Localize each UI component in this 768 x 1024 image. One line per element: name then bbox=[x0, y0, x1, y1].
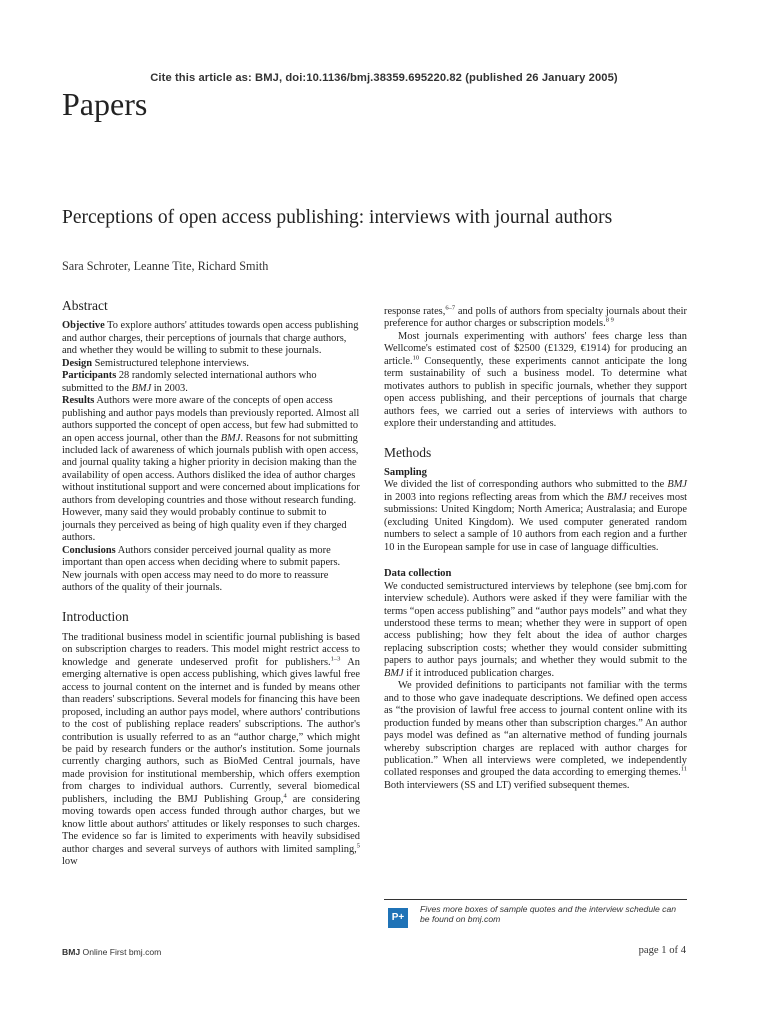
web-extra-text: Fives more boxes of sample quotes and the interview schedule can be found on bmj.com bbox=[420, 904, 677, 925]
web-extra-icon: P+ bbox=[388, 908, 408, 928]
journal-name: BMJ bbox=[220, 432, 241, 444]
left-column bbox=[62, 300, 360, 868]
results-label: Results bbox=[62, 395, 95, 407]
methods-text: in 2003 into regions reflecting areas from which the bbox=[384, 491, 607, 503]
intro-continued-paragraph bbox=[384, 306, 687, 331]
footer-online-first: Online First bmj.com bbox=[80, 947, 162, 957]
conclusions-text: Authors consider perceived journal quality as more important than open access when deciding where to submit papers. New journals with open access may need to do more to reassure authors of the quality of their journals. bbox=[62, 544, 341, 593]
intro-text: response rates, bbox=[384, 306, 446, 317]
conclusions-label: Conclusions bbox=[62, 544, 116, 556]
intro-text: Consequently, these experiments cannot anticipate the long term sustainability of such a business model. To determine what motivates authors to publish in specific journals, whether they support open access publishing, and their perceptions of journals that charge authors fees, we carried out a series of interviews with authors to explore their understanding and attitudes. bbox=[384, 355, 687, 430]
methods-text: Both interviewers (SS and LT) verified subsequent themes. bbox=[384, 779, 630, 791]
journal-name: BMJ bbox=[667, 479, 687, 491]
intro-text: An emerging alternative is open access publishing, which gives lawful free access to journal content on the internet and is funded by means other than readers' subscriptions. Several models for financing this have been proposed, including an author pays model, where authors' contributions to the cost of publishing replace readers' subscriptions. The author's contribution is usually referred to as an “author charge,” which might be paid by research funders or the author's institution. Some journals currently charging authors, such as BioMed Central journals, have made provision for institutional membership, which offers exemption from charges to individual authors. Currently, several biomedical publishers, including the BMJ Publishing Group, bbox=[62, 656, 360, 805]
section-label: Papers bbox=[62, 86, 148, 122]
web-extra-note bbox=[384, 899, 687, 924]
participants-text: 28 randomly selected international authors who submitted to the bbox=[62, 370, 317, 394]
objective-text: To explore authors' attitudes towards open access publishing and author charges, their perceptions of journals that charge authors, and whether they would be willing to submit to these journals. bbox=[62, 320, 359, 357]
data-collection-heading: Data collection bbox=[384, 568, 452, 580]
intro-text: Most journals experimenting with authors' fees charge less than Wellcome's estimated cost of $2500 (£1329, €1914) for producing an article. bbox=[384, 330, 687, 367]
reference-marker: 11 bbox=[680, 765, 687, 773]
sampling-heading: Sampling bbox=[384, 466, 427, 478]
abstract-objective bbox=[62, 320, 360, 357]
reference-marker: 4 bbox=[283, 792, 287, 800]
definitions-paragraph bbox=[384, 680, 687, 792]
intro-paragraph-2 bbox=[384, 331, 687, 431]
reference-marker: 6–7 bbox=[445, 304, 456, 312]
methods-text: receives most submissions: United Kingdom; North America; Australasia; and Europe (excluding United Kingdom). We used computer generated random numbers to select a sample of 10 authors from each region and a further 10 in the European sample for use in case of language difficulties. bbox=[384, 491, 687, 553]
citation-line: Cite this article as: BMJ, doi:10.1136/bmj.38359.695220.82 (published 26 January 2005) bbox=[150, 72, 618, 84]
methods-heading: Methods bbox=[384, 444, 432, 460]
abstract-design bbox=[62, 358, 360, 370]
reference-marker: 10 bbox=[412, 354, 420, 362]
design-text: Semistructured telephone interviews. bbox=[92, 357, 250, 369]
results-text: Authors were more aware of the concepts of open access publishing and author pays models than previously reported. Almost all authors supported the concept of open access, but few had submitted to an open access journal, other than the bbox=[62, 395, 360, 444]
reference-marker: 1–3 bbox=[330, 655, 341, 663]
introduction-heading: Introduction bbox=[62, 609, 129, 625]
intro-text: The traditional business model in scientific journal publishing is based on subscription charges to readers. This model might restrict access to knowledge and generate undeserved profit for publishers. bbox=[62, 631, 360, 668]
participants-text-end: in 2003. bbox=[151, 382, 188, 394]
methods-text: if it introduced publication charges. bbox=[403, 667, 555, 679]
reference-marker: 8 9 bbox=[605, 316, 614, 324]
sampling-paragraph bbox=[384, 479, 687, 554]
introduction-paragraph bbox=[62, 632, 360, 869]
abstract-heading: Abstract bbox=[62, 298, 108, 313]
article-title: Perceptions of open access publishing: interviews with journal authors bbox=[62, 207, 613, 228]
intro-text: and polls of authors from specialty journals about their preference for author charges or subscription models. bbox=[384, 306, 688, 330]
author-list: Sara Schroter, Leanne Tite, Richard Smith bbox=[62, 259, 269, 273]
abstract-conclusions bbox=[62, 545, 360, 595]
methods-text: We provided definitions to participants not familiar with the terms and to those who gave inadequate descriptions. We defined open access as “the provision of lawful free access to journal content online with its production funded by means other than subscription charges.” An author pays model was defined as “an alternative method of funding journals whereby subscription charges are replaced with author charges for publication.” When all interviews were completed, we independently collated responses and grouped the data according to emerging themes. bbox=[384, 680, 687, 779]
results-text-end: . Reasons for not submitting included lack of awareness of which journals publish with open access, and journal quality taking a higher priority in decision making than the availability of open access. Authors disliked the idea of author charges without institutional support and were concerned about implications for authors from developing countries and those without research funding. However, many said they would probably continue to submit to journals they perceived as being of high quality even if they charged authors. bbox=[62, 432, 360, 544]
journal-name: BMJ bbox=[384, 667, 404, 679]
journal-name: BMJ bbox=[606, 491, 627, 503]
right-column bbox=[384, 306, 687, 792]
intro-text: low bbox=[62, 856, 78, 868]
intro-text: are considering moving towards open access funded through author charges, but we know little about authors' attitudes or likely responses to such charges. The evidence so far is limited to experiments with heavily subsidised author charges and several surveys of authors with limited sampling, bbox=[62, 793, 360, 855]
abstract-results bbox=[62, 395, 360, 544]
participants-label: Participants bbox=[62, 370, 117, 382]
page-number: page 1 of 4 bbox=[638, 945, 686, 956]
methods-text: We divided the list of corresponding authors who submitted to the bbox=[384, 479, 668, 491]
footer-journal bbox=[62, 947, 161, 957]
methods-text: We conducted semistructured interviews by telephone (see bmj.com for interview schedule). Authors were asked if they were familiar with the terms “open access publishing” and “author pays models” and what they understood these terms to mean; whether they were in support of open access publishing; how they felt about the idea of author charges replacing subscription costs; whether they would consider submitting papers to author pays journals; and whether they would submit to the bbox=[384, 580, 687, 667]
data-collection-paragraph bbox=[384, 581, 687, 681]
footer-journal-name: BMJ bbox=[62, 947, 81, 957]
reference-marker: 5 bbox=[356, 842, 360, 850]
objective-label: Objective bbox=[62, 320, 105, 332]
abstract-participants bbox=[62, 370, 360, 395]
journal-name: BMJ bbox=[131, 382, 152, 394]
design-label: Design bbox=[62, 357, 93, 369]
